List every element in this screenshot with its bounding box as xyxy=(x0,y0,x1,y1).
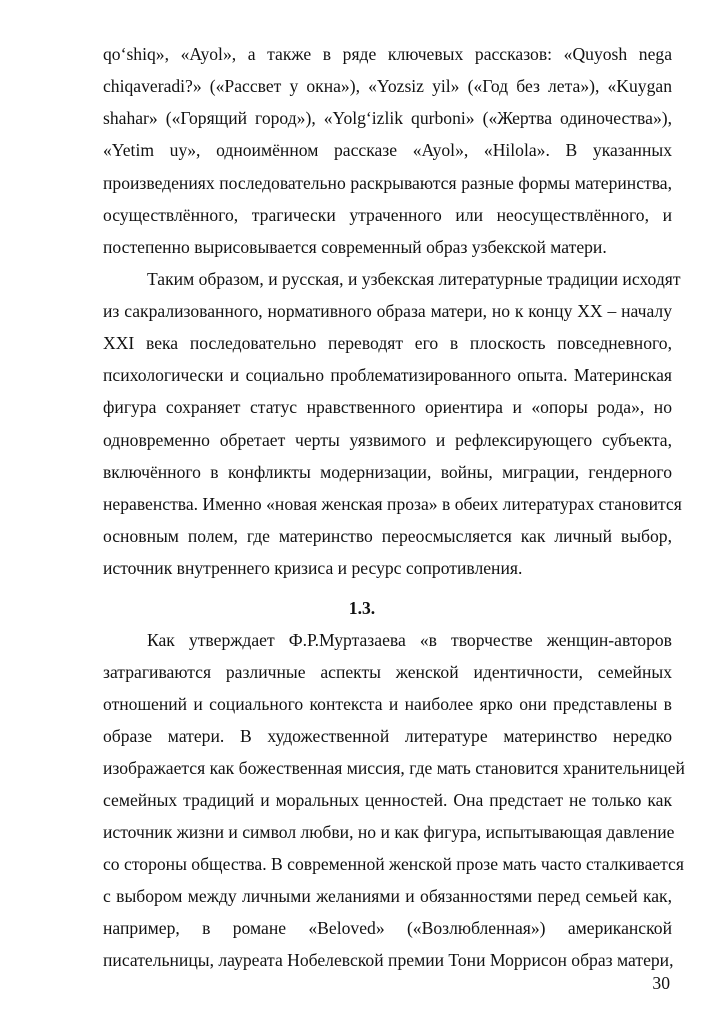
text-line: chiqaveradi?» («Рассвет у окна»), «Yozsiz yil» («Год без лета»), «Kuygan xyxy=(103,76,672,96)
text-line: shahar» («Горящий город»), «Yolg‘izlik qurboni» («Жертва одиночества»), xyxy=(103,108,672,128)
text-line: писательницы, лауреата Нобелевской премии Тони Моррисон образ матери, xyxy=(103,950,674,970)
text-line: XXI века последовательно переводят его в плоскость повседневного, xyxy=(103,333,672,353)
text-line: со стороны общества. В современной женской прозе мать часто сталкивается xyxy=(103,854,684,874)
text-line: произведениях последовательно раскрываются разные формы материнства, xyxy=(103,173,672,193)
text-line: включённого в конфликты модернизации, войны, миграции, гендерного xyxy=(103,462,672,482)
page-number: 30 xyxy=(652,973,670,993)
text-line: из сакрализованного, нормативного образа матери, но к концу XX – началу xyxy=(103,301,672,321)
text-line: одновременно обретает черты уязвимого и рефлексирующего субъекта, xyxy=(103,430,672,450)
text-line: фигура сохраняет статус нравственного ориентира и «опоры рода», но xyxy=(103,397,672,417)
text-line: затрагиваются различные аспекты женской идентичности, семейных xyxy=(103,662,672,682)
section-heading: 1.3. xyxy=(348,598,376,618)
text-line: образе матери. В художественной литературе материнство нередко xyxy=(103,726,672,746)
text-line: постепенно вырисовывается современный образ узбекской матери. xyxy=(103,237,607,257)
text-line: осуществлённого, трагически утраченного или неосуществлённого, и xyxy=(103,205,672,225)
text-line: например, в романе «Beloved» («Возлюбленная») американской xyxy=(103,918,672,938)
text-line: источник внутреннего кризиса и ресурс сопротивления. xyxy=(103,558,523,578)
text-line: основным полем, где материнство переосмысляется как личный выбор, xyxy=(103,526,672,546)
text-line: «Yetim uy», одноимённом рассказе «Ayol», «Hilola». В указанных xyxy=(103,140,672,160)
text-line: qo‘shiq», «Ayol», а также в ряде ключевых рассказов: «Quyosh nega xyxy=(103,44,672,64)
text-line: Как утверждает Ф.Р.Муртазаева «в творчестве женщин-авторов xyxy=(147,630,672,650)
text-line: с выбором между личными желаниями и обязанностями перед семьей как, xyxy=(103,886,672,906)
text-line: семейных традиций и моральных ценностей. Она предстает не только как xyxy=(103,790,672,810)
text-line: Таким образом, и русская, и узбекская литературные традиции исходят xyxy=(147,269,681,289)
text-line: неравенства. Именно «новая женская проза» в обеих литературах становится xyxy=(103,494,682,514)
text-line: отношений и социального контекста и наиболее ярко они представлены в xyxy=(103,694,672,714)
text-line: источник жизни и символ любви, но и как фигура, испытывающая давление xyxy=(103,822,675,842)
text-line: психологически и социально проблематизированного опыта. Материнская xyxy=(103,365,672,385)
text-line: изображается как божественная миссия, где мать становится хранительницей xyxy=(103,758,685,778)
